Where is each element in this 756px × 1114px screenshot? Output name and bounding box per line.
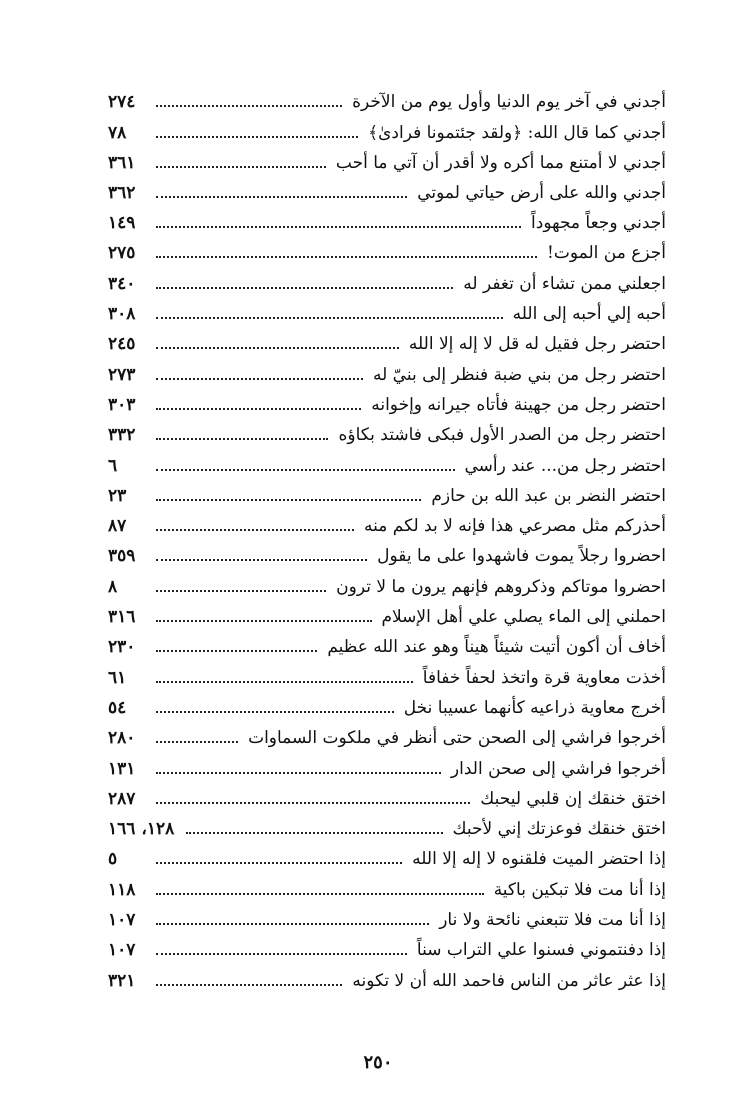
index-entry — [108, 274, 666, 304]
index-entry-text: أحبه إلي أحبه إلى الله — [512, 304, 666, 325]
dot-leader — [156, 468, 455, 471]
dot-leader — [156, 165, 326, 168]
dot-leader — [156, 407, 361, 410]
index-entry-text: إذا أنا مت فلا تبكين باكية — [493, 879, 666, 900]
index-entry-text: أجدني لا أمتنع مما أكره ولا أقدر أن آتي ما أحب — [335, 152, 666, 173]
dot-leader — [156, 589, 326, 592]
index-entry-page: ١٠٧ — [108, 940, 136, 961]
index-entry-text: احتضر النضر بن عبد الله بن حازم — [431, 485, 666, 506]
index-entry-text: احتضر رجل من جهينة فأتاه جيرانه وإخوانه — [371, 394, 666, 415]
index-entry-text: أخرج معاوية ذراعيه كأنهما عسيبا نخل — [403, 697, 666, 718]
index-entry-text: اختق خنقك فوعزتك إني لأحبك — [452, 819, 666, 840]
index-entry — [108, 213, 666, 243]
index-entry-page: ٢٣٠ — [108, 637, 136, 658]
index-entry-text: احتضر رجل من... عند رأسي — [464, 455, 666, 476]
index-entry-text: أجدني وجعاً مجهوداً — [531, 213, 666, 234]
dot-leader — [156, 255, 537, 258]
index-entry — [108, 395, 666, 425]
index-entry-page: ٦١ — [108, 667, 127, 688]
dot-leader — [186, 831, 442, 834]
index-entry-page: ٦ — [108, 455, 118, 476]
index-entry-text: احتضر رجل من بني ضبة فنظر إلى بنيّ له — [372, 364, 666, 385]
index-entry — [108, 456, 666, 486]
index-entry-page: ٣١٦ — [108, 607, 136, 628]
index-entry-text: إذا دفنتموني فسنوا علي التراب سناً — [416, 940, 666, 961]
index-entry-page: ٣٣٢ — [108, 425, 136, 446]
dot-leader — [156, 710, 394, 713]
index-entry-page: ٣٠٨ — [108, 304, 136, 325]
index-entry — [108, 607, 666, 637]
index-entry-page: ٨٧ — [108, 516, 127, 537]
index-entry-text: احضروا موتاكم وذكروهم فإنهم يرون ما لا ترون — [336, 576, 666, 597]
dot-leader — [156, 286, 453, 289]
index-entry — [108, 365, 666, 395]
dot-leader — [156, 346, 399, 349]
index-entry-text: احتضر رجل من الصدر الأول فبكى فاشتد بكاؤه — [338, 425, 666, 446]
index-entry-text: إذا احتضر الميت فلقنوه لا إله إلا الله — [412, 849, 666, 870]
index-entry — [108, 940, 666, 970]
index-entry-page: ٢٧٣ — [108, 364, 136, 385]
index-entry — [108, 728, 666, 758]
dot-leader — [156, 135, 358, 138]
dot-leader — [156, 771, 441, 774]
index-entry-page: ١٣١ — [108, 758, 136, 779]
index-entry-text: احضروا رجلاً يموت فاشهدوا على ما يقول — [377, 546, 666, 567]
index-entry-page: ٢٧٥ — [108, 243, 136, 264]
index-entry-page: ٨ — [108, 576, 118, 597]
index-entry — [108, 849, 666, 879]
index-entry — [108, 304, 666, 334]
index-entry-page: ١٤٩ — [108, 213, 136, 234]
dot-leader — [156, 558, 367, 561]
index-entry-text: أجدني في آخر يوم الدنيا وأول يوم من الآخرة — [352, 92, 666, 112]
index-entry — [108, 122, 666, 152]
dot-leader — [156, 740, 238, 743]
index-entry — [108, 910, 666, 940]
index-entry — [108, 546, 666, 576]
index-entry-text: أخرجوا فراشي إلى صحن الدار — [450, 758, 666, 779]
index-entry — [108, 425, 666, 455]
index-entry-page: ٥٤ — [108, 697, 127, 718]
index-entry-text: احملني إلى الماء يصلي علي أهل الإسلام — [381, 607, 666, 628]
index-entry — [108, 819, 666, 849]
index-list — [108, 92, 666, 1001]
index-entry — [108, 577, 666, 607]
dot-leader — [156, 892, 484, 895]
dot-leader — [156, 437, 328, 440]
index-entry-page: ٥ — [108, 849, 118, 870]
index-entry-page: ١١٨ — [108, 879, 136, 900]
index-entry-page: ٣٦١ — [108, 152, 136, 173]
dot-leader — [156, 195, 407, 198]
index-entry-page: ٧٨ — [108, 123, 127, 144]
index-entry-text: احتضر رجل فقيل له قل لا إله إلا الله — [408, 334, 666, 355]
dot-leader — [156, 225, 521, 228]
dot-leader — [156, 680, 413, 683]
page-number: ٢٥٠ — [363, 1052, 393, 1073]
index-entry-page: ٣٤٠ — [108, 273, 136, 294]
dot-leader — [156, 649, 317, 652]
index-entry-text: أحذركم مثل مصرعي هذا فإنه لا بد لكم منه — [364, 516, 666, 537]
index-entry-page: ٣٢١ — [108, 970, 136, 991]
index-entry — [108, 668, 666, 698]
index-entry — [108, 971, 666, 1001]
dot-leader — [156, 316, 503, 319]
index-entry-page: ٢٣ — [108, 485, 127, 506]
dot-leader — [156, 801, 470, 804]
index-entry — [108, 637, 666, 667]
index-entry-text: إذا أنا مت فلا تتبعني نائحة ولا نار — [439, 910, 666, 931]
index-entry-page: ٢٨٠ — [108, 728, 136, 749]
index-entry-text: إذا عثر عاثر من الناس فاحمد الله أن لا تكونه — [352, 970, 666, 991]
dot-leader — [156, 983, 342, 986]
dot-leader — [156, 861, 402, 864]
index-entry-text: أجزع من الموت! — [547, 243, 666, 264]
index-entry-page: ٣٠٣ — [108, 394, 136, 415]
dot-leader — [156, 619, 372, 622]
dot-leader — [156, 952, 407, 955]
index-entry — [108, 759, 666, 789]
index-entry-text: أجدني والله على أرض حياتي لموتي — [417, 182, 666, 203]
index-entry — [108, 183, 666, 213]
index-entry-page: ٣٦٢ — [108, 182, 136, 203]
index-entry-page: ١٢٨، ١٦٦ — [108, 819, 175, 840]
index-entry-text: أخاف أن أكون أتيت شيئاً هيناً وهو عند الله عظيم — [327, 637, 666, 658]
index-entry-text: أجدني كما قال الله: ﴿ولقد جئتمونا فرادىٰ﴾ — [368, 123, 666, 144]
index-entry — [108, 789, 666, 819]
index-entry-text: اختق خنقك إن قلبي ليحبك — [480, 788, 666, 809]
index-entry-page: ٢٤٥ — [108, 334, 136, 355]
dot-leader — [156, 498, 421, 501]
dot-leader — [156, 104, 342, 107]
index-entry-page: ١٠٧ — [108, 910, 136, 931]
dot-leader — [156, 377, 363, 380]
index-entry — [108, 698, 666, 728]
index-entry — [108, 880, 666, 910]
index-entry — [108, 243, 666, 273]
index-entry — [108, 486, 666, 516]
index-entry-page: ٢٨٧ — [108, 788, 136, 809]
index-entry — [108, 153, 666, 183]
dot-leader — [156, 922, 429, 925]
index-entry-text: اجعلني ممن تشاء أن تغفر له — [463, 273, 666, 294]
index-entry-page: ٣٥٩ — [108, 546, 136, 567]
index-entry-text: أخرجوا فراشي إلى الصحن حتى أنظر في ملكوت السماوات — [248, 728, 666, 749]
index-entry — [108, 516, 666, 546]
index-entry-text: أخذت معاوية قرة واتخذ لحفاً خفافاً — [422, 667, 666, 688]
dot-leader — [156, 528, 354, 531]
index-entry — [108, 334, 666, 364]
index-entry-page: ٢٧٤ — [108, 92, 136, 112]
index-entry — [108, 92, 666, 122]
